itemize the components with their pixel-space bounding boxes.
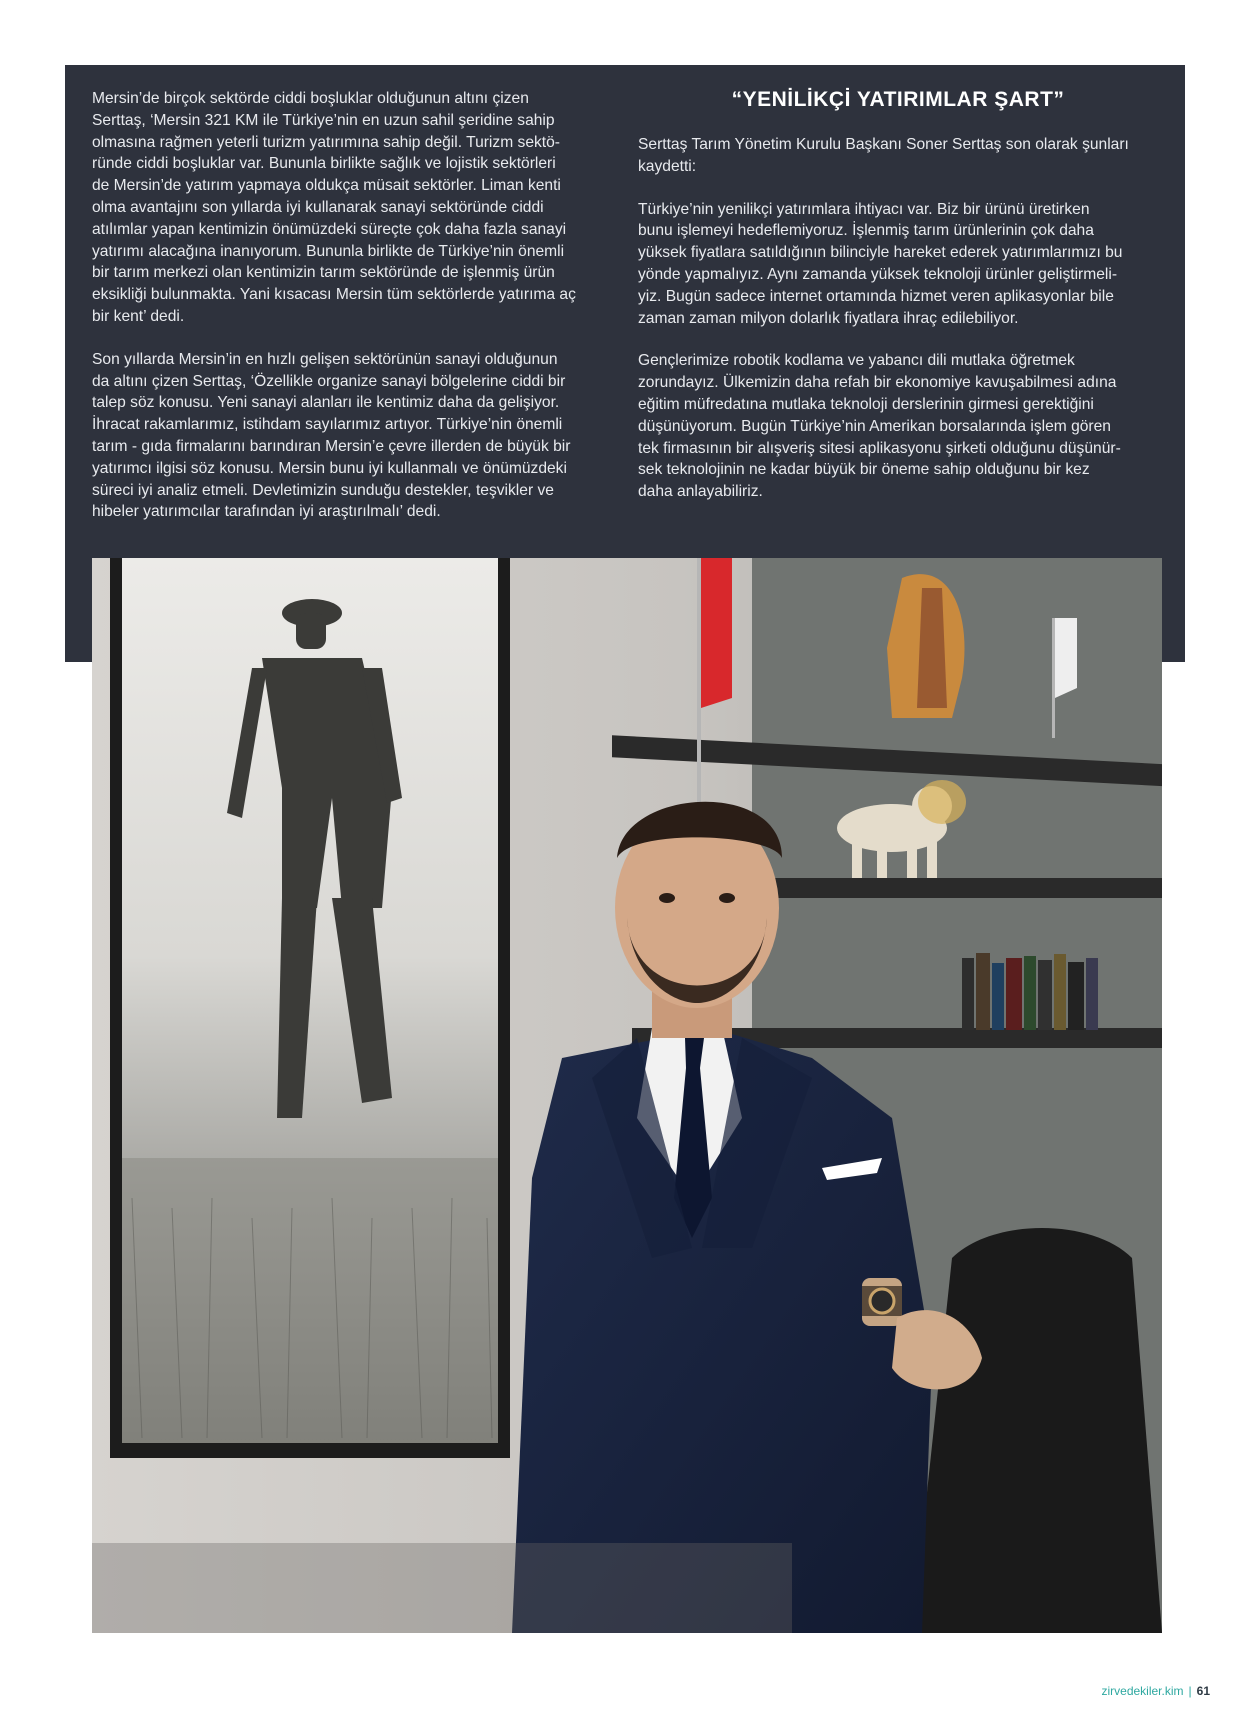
footer-separator: | [1188, 1684, 1192, 1698]
right-paragraph-2: Türkiye’nin yenilikçi yatırımlara ihtiyacı var. Biz bir ürünü üretirken bunu işlemeyi hedeflemiyoruz. İşlenmiş tarım ürünlerinin çok daha yüksek fiyatlara satıldığının bilinciyle hareket ederek yatırımlarımızı bu yönde yapmalıyız. Aynı zamanda yüksek teknoloji ürünler geliştirmeli- yiz. Bugün sadece internet ortamında hizmet veren aplikasyonlar bile zaman zaman milyon dolarlık fiyatlara ihraç edilebiliyor. [638, 200, 1123, 327]
portrait-photo-illustration [92, 558, 1162, 1633]
page-footer [1101, 1684, 1210, 1698]
page-number: 61 [1196, 1684, 1210, 1698]
left-paragraph-1: Mersin’de birçok sektörde ciddi boşluklar olduğunun altını çizen Serttaş, ‘Mersin 321 KM ile Türkiye’nin en uzun sahil şeridine sahip olmasına rağmen yeterli turizm yatırımına sahip değil. Turizm sektö- ründe ciddi boşluklar var. Bununla birlikte sağlık ve lojistik sektörleri de Mersin’de yatırım yapmaya oldukça müsait sektörler. Liman kenti olma avantajını son yıllarda iyi kullanarak sanayi sektöründe ciddi atılımlar yapan kentimizin önümüzdeki süreçte çok daha fazla sanayi yatırımı alacağına inanıyorum. Bununla birlikte de Türkiye’nin önemli bir tarım merkezi olan kentimizin tarım sektöründe de işlenmiş ürün eksikliği bulunmakta. Yani kısacası Mersin tüm sektörlerde yatırıma aç bir kent’ dedi. [92, 90, 576, 325]
left-paragraph-2: Son yıllarda Mersin’in en hızlı gelişen sektörünün sanayi olduğunun da altını çizen Serttaş, ‘Özellikle organize sanayi bölgelerine ciddi bir talep söz konusu. Yeni sanayi alanları ile kentimiz daha da gelişiyor. İhracat rakamlarımız, istihdam sayılarımız artıyor. Türkiye’nin önemli tarım - gıda firmalarını barındıran Mersin’e çevre illerden de büyük bir yatırımcı ilgisi söz konusu. Mersin bunu iyi kullanmalı ve önümüzdeki süreci iyi analiz etmeli. Devletimizin sunduğu destekler, teşvikler ve hibeler yatırımcılar tarafından iyi araştırılmalı’ dedi. [92, 350, 571, 521]
right-paragraph-3: Gençlerimize robotik kodlama ve yabancı dili mutlaka öğretmek zorundayız. Ülkemizin daha refah bir ekonomiye kavuşabilmesi adına eğitim müfredatına mutlaka teknoloji derslerinin girmesi gerektiğini düşünüyorum. Bugün Türkiye’nin Amerikan borsalarında işlem gören tek firmasının bir alışveriş sitesi aplikasyonu şirketi olduğunu düşünür- sek teknolojinin ne kadar büyük bir öneme sahip olduğunu bir kez daha anlayabiliriz. [638, 352, 1121, 501]
left-text-column [92, 88, 618, 544]
right-text-column [638, 88, 1158, 524]
section-heading: “YENİLİKÇİ YATIRIMLAR ŞART” [731, 88, 1065, 111]
right-paragraph-1: Serttaş Tarım Yönetim Kurulu Başkanı Soner Serttaş son olarak şunları kaydetti: [638, 136, 1129, 175]
footer-site: zirvedekiler.kim [1101, 1684, 1184, 1698]
portrait-photo [92, 558, 1162, 1633]
